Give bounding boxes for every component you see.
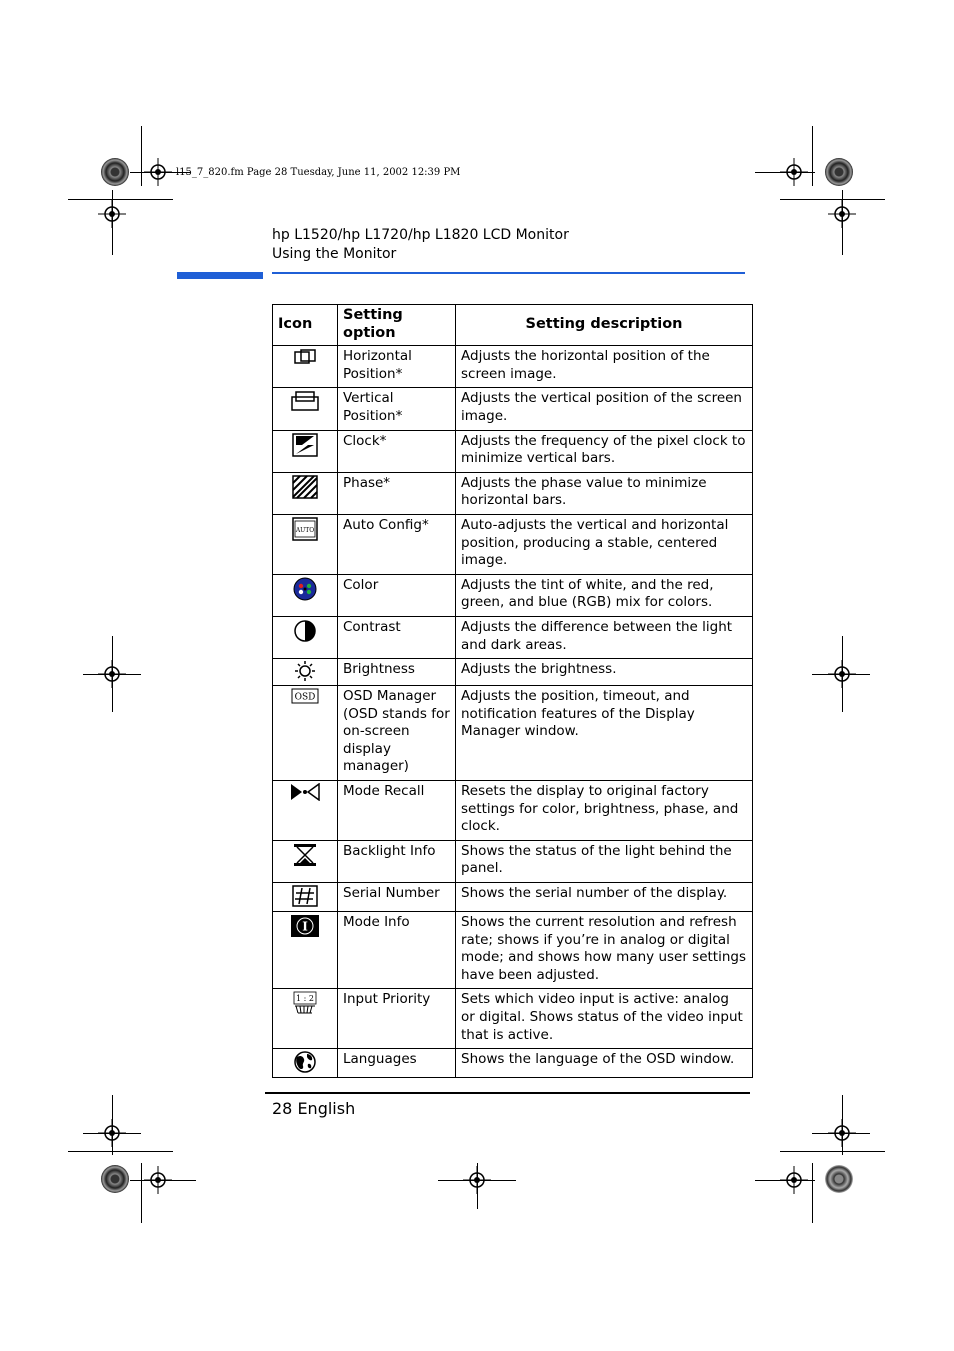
- vertical-position-icon: [290, 390, 320, 412]
- column-header-setting-description: Setting description: [456, 305, 753, 346]
- file-slug-line: l15_7_820.fm Page 28 Tuesday, June 11, 2002 12:39 PM: [176, 167, 461, 178]
- setting-option: Phase*: [338, 472, 456, 514]
- setting-description: Auto-adjusts the vertical and horizontal position, producing a stable, centered image.: [456, 514, 753, 574]
- table-row: [273, 883, 753, 912]
- table-row: [273, 659, 753, 686]
- setting-option: Input Priority: [338, 989, 456, 1049]
- registration-target-icon: [828, 1119, 856, 1147]
- icon-cell: [273, 346, 338, 388]
- setting-option: Color: [338, 574, 456, 616]
- horizontal-position-icon: [293, 348, 317, 366]
- setting-description: Adjusts the vertical position of the screen image.: [456, 388, 753, 430]
- input-priority-icon: [292, 991, 318, 1015]
- document-title: hp L1520/hp L1720/hp L1820 LCD Monitor: [272, 227, 569, 243]
- setting-description: Resets the display to original factory settings for color, brightness, phase, and clock.: [456, 781, 753, 841]
- icon-cell: [273, 616, 338, 658]
- registration-target-icon: [828, 200, 856, 228]
- icon-cell: [273, 781, 338, 841]
- registration-target-icon: [144, 1166, 172, 1194]
- setting-option: Mode Info: [338, 912, 456, 989]
- section-title: Using the Monitor: [272, 246, 397, 262]
- icon-cell: [273, 659, 338, 686]
- table-row: [273, 472, 753, 514]
- setting-description: Shows the language of the OSD window.: [456, 1049, 753, 1078]
- table-row: [273, 781, 753, 841]
- table-row: [273, 574, 753, 616]
- page-number: 28 English: [272, 1099, 356, 1118]
- serial-number-icon: [292, 885, 318, 907]
- globe-icon: [293, 1051, 317, 1073]
- setting-option: Serial Number: [338, 883, 456, 912]
- mode-info-icon-label: I: [302, 919, 308, 934]
- table-row: [273, 430, 753, 472]
- color-icon: [292, 577, 318, 601]
- registration-target-icon: [98, 1119, 126, 1147]
- icon-cell: [273, 388, 338, 430]
- input-priority-icon-label: 1 : 2: [296, 994, 314, 1004]
- registration-target-icon: [463, 1166, 491, 1194]
- contrast-icon: [293, 619, 317, 643]
- table-header-row: [273, 305, 753, 346]
- osd-manager-icon-label: OSD: [294, 692, 316, 703]
- setting-option: Auto Config*: [338, 514, 456, 574]
- phase-icon: [292, 475, 318, 499]
- registration-star-icon: [825, 1165, 853, 1193]
- table-row: [273, 388, 753, 430]
- setting-description: Adjusts the brightness.: [456, 659, 753, 686]
- icon-cell: [273, 574, 338, 616]
- brightness-icon: [294, 661, 316, 681]
- setting-option: Backlight Info: [338, 840, 456, 882]
- settings-table: [272, 304, 753, 1078]
- table-row: [273, 1049, 753, 1078]
- backlight-info-icon: [292, 843, 318, 867]
- table-row: [273, 686, 753, 781]
- table-row: [273, 616, 753, 658]
- registration-target-icon: [780, 158, 808, 186]
- mode-recall-icon: [290, 783, 320, 801]
- icon-cell: [273, 1049, 338, 1078]
- registration-target-icon: [780, 1166, 808, 1194]
- registration-target-icon: [828, 660, 856, 688]
- osd-manager-icon: [291, 688, 319, 704]
- registration-star-icon: [825, 158, 853, 186]
- setting-description: Sets which video input is active: analog or digital. Shows status of the video input that is active.: [456, 989, 753, 1049]
- registration-target-icon: [98, 660, 126, 688]
- setting-option: Horizontal Position*: [338, 346, 456, 388]
- registration-star-icon: [101, 158, 129, 186]
- setting-option: Clock*: [338, 430, 456, 472]
- setting-description: Adjusts the difference between the light and dark areas.: [456, 616, 753, 658]
- setting-description: Adjusts the tint of white, and the red, green, and blue (RGB) mix for colors.: [456, 574, 753, 616]
- setting-option: Contrast: [338, 616, 456, 658]
- registration-star-icon: [101, 1165, 129, 1193]
- icon-cell: [273, 472, 338, 514]
- column-header-setting-option: Setting option: [338, 305, 456, 346]
- setting-option: Vertical Position*: [338, 388, 456, 430]
- header-rule: [272, 272, 745, 274]
- setting-option: Languages: [338, 1049, 456, 1078]
- mode-info-icon: [290, 914, 320, 938]
- table-row: [273, 840, 753, 882]
- setting-description: Adjusts the phase value to minimize horizontal bars.: [456, 472, 753, 514]
- setting-option: Brightness: [338, 659, 456, 686]
- table-row: [273, 514, 753, 574]
- table-row: [273, 989, 753, 1049]
- setting-description: Shows the current resolution and refresh rate; shows if you’re in analog or digital mode; and shows how many user settings have been adjusted.: [456, 912, 753, 989]
- setting-option: OSD Manager (OSD stands for on-screen display manager): [338, 686, 456, 781]
- table-row: [273, 346, 753, 388]
- icon-cell: [273, 430, 338, 472]
- icon-cell: [273, 840, 338, 882]
- auto-config-icon: [292, 517, 318, 541]
- icon-cell: [273, 912, 338, 989]
- setting-option: Mode Recall: [338, 781, 456, 841]
- setting-description: Adjusts the position, timeout, and notification features of the Display Manager window.: [456, 686, 753, 781]
- setting-description: Shows the serial number of the display.: [456, 883, 753, 912]
- icon-cell: [273, 989, 338, 1049]
- icon-cell: [273, 883, 338, 912]
- auto-config-icon-label: AUTO: [295, 526, 315, 534]
- table-row: [273, 912, 753, 989]
- clock-icon: [292, 433, 318, 457]
- setting-description: Adjusts the horizontal position of the screen image.: [456, 346, 753, 388]
- footer-rule: [265, 1092, 750, 1094]
- icon-cell: [273, 514, 338, 574]
- header-accent-bar: [177, 272, 263, 279]
- page-header: [272, 226, 569, 264]
- registration-target-icon: [144, 158, 172, 186]
- registration-target-icon: [98, 200, 126, 228]
- setting-description: Shows the status of the light behind the panel.: [456, 840, 753, 882]
- column-header-icon: Icon: [273, 305, 338, 346]
- icon-cell: [273, 686, 338, 781]
- setting-description: Adjusts the frequency of the pixel clock to minimize vertical bars.: [456, 430, 753, 472]
